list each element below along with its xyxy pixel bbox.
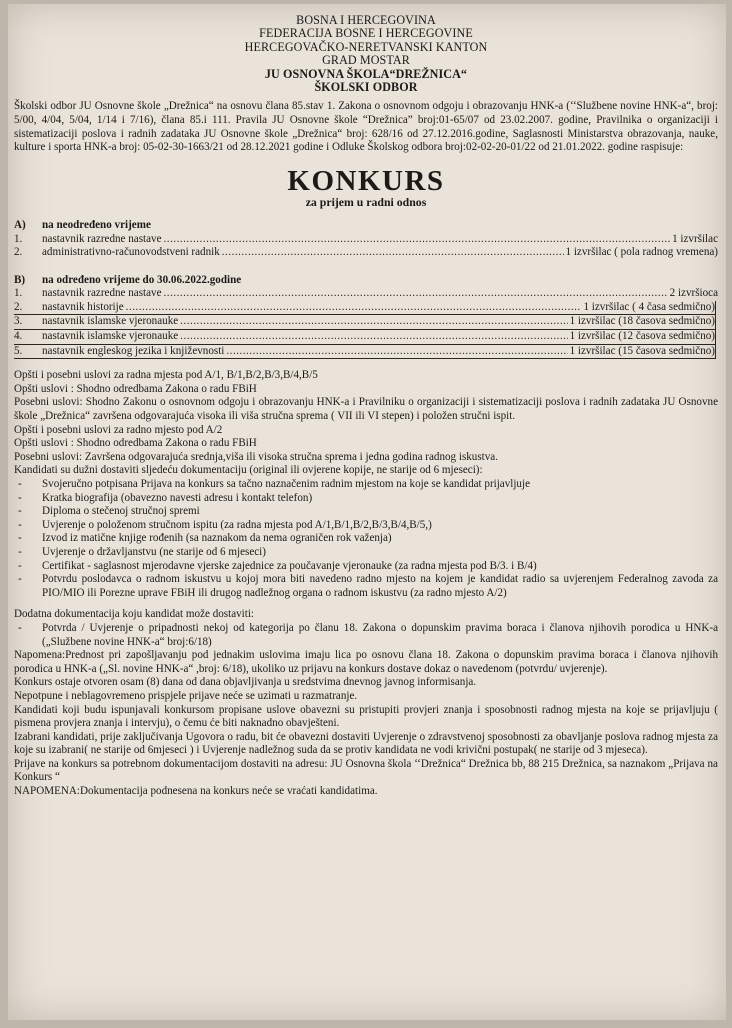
document-item-text: Kratka biografija (obavezno navesti adresu i kontakt telefon) [42, 491, 313, 504]
header-city: GRAD MOSTAR [322, 53, 410, 68]
document-item [14, 573, 718, 600]
conditions-1-title: Opšti i posebni uslovi za radna mjesta pod A/1, B/1,B/2,B/3,B/4,B/5 [14, 369, 318, 382]
position-row [14, 287, 718, 301]
position-number: 1. [14, 232, 23, 245]
conditions-2-general: Opšti uslovi : Shodno odredbama Zakona o radu FBiH [14, 437, 257, 450]
assessment-text: Kandidati koji budu ispunjavali konkursom propisane uslove obavezni su pristupiti provjeri znanja i sposobnosti radnog mjesta na koje se prijavljuju ( pismena provjera znanja i intervju), o čemu će biti naknadno obavješteni. [14, 703, 718, 730]
header-federation: FEDERACIJA BOSNE I HERCEGOVINE [259, 26, 473, 41]
extra-document-item [14, 622, 718, 649]
document-item-text: Certifikat - saglasnost mjerodavne vjerske zajednice za poučavanje vjeronauke (za radna mjesta pod B/3. i B/4) [42, 559, 537, 572]
leader-dots [126, 301, 582, 315]
position-count: 1 izvršilac (18 časova sedmično) [569, 315, 715, 328]
position-row [14, 246, 718, 260]
section-b-title: na određeno vrijeme do 30.06.2022.godine [42, 273, 242, 286]
selected-candidates-text: Izabrani kandidati, prije zaključivanja Ugovora o radu, bit će obavezni dostaviti Uvjerenje o zdravstvenoj sposobnosti za obavljanje poslova radnog mjesta za koje su izabrani( ne starije od 6mjeseci ) i Uvjerenje nadležnog suda da se protiv kandidata ne vodi krivični postupak( ne starije od 3 mjeseca). [14, 730, 718, 757]
section-a-title: na neodređeno vrijeme [42, 218, 151, 231]
document-item-text: Uvjerenje o položenom stručnom ispitu (za radna mjesta pod A/1,B/1,B/2,B/3,B/4,B/5,) [42, 518, 432, 531]
position-number: 4. [14, 330, 23, 343]
position-title: nastavnik razredne nastave [42, 287, 162, 300]
leader-dots [222, 246, 564, 260]
incomplete-applications-text: Nepotpune i neblagovremeno prispjele prijave neće se uzimati u razmatranje. [14, 689, 358, 702]
bullet-dash: - [18, 573, 22, 586]
position-number: 1. [14, 287, 23, 300]
position-title: nastavnik razredne nastave [42, 232, 162, 245]
document-item [14, 492, 718, 506]
document-item [14, 505, 718, 519]
position-count: 1 izvršilac (15 časova sedmično) [569, 344, 715, 357]
leader-dots [180, 315, 567, 329]
position-number: 5. [14, 344, 23, 357]
position-count: 1 izvršilac (12 časova sedmično) [569, 330, 715, 343]
position-title: nastavnik islamske vjeronauke [42, 315, 179, 328]
document-item-text: Uvjerenje o državljanstvu (ne starije od 6 mjeseci) [42, 545, 266, 558]
bullet-dash: - [18, 518, 22, 531]
position-row [14, 315, 716, 330]
position-row [14, 345, 716, 360]
conditions-1-special: Posebni uslovi: Shodno Zakonu o osnovnom odgoju i obrazovanju HNK-a i Pravilniku o organizaciji i sistematizaciji poslova i radnih zadataka JU Osnovne škole „Drežnica“ završena odgovarajuća visoka ili viša stručna sprema ( VII ili VI stepen) i položen stručni ispit. [14, 396, 718, 423]
open-period-text: Konkurs ostaje otvoren osam (8) dana od dana objavljivanja u sredstvima dnevnog javnog informisanja. [14, 676, 477, 689]
document-title: KONKURS [287, 164, 445, 197]
bullet-dash: - [18, 532, 22, 545]
bullet-dash: - [18, 491, 22, 504]
priority-note: Napomena:Prednost pri zapošljavanju pod jednakim uslovima imaju lica po osnovu člana 18. Zakona o dopunskim pravima boraca i članova njihovih porodica u HNK-a („Sl. novine HNK-a“ ,broj: 6/18), ukoliko uz prijavu na konkurs dostave dokaz o navedenom (potvrdu/ uvjerenje). [14, 649, 718, 675]
document-item [14, 546, 718, 560]
submission-address-text: Prijave na konkurs sa potrebnom dokumentacijom dostaviti na adresu: JU Osnovna škola ‘‘Drežnica“ Drežnica bb, 88 215 Drežnica, sa naznakom „Prijava na Konkurs “ [14, 757, 718, 784]
header-canton: HERCEGOVAČKO-NERETVANSKI KANTON [244, 39, 488, 54]
document-item [14, 478, 718, 492]
header-school: JU OSNOVNA ŠKOLA“DREŽNICA“ [264, 66, 468, 81]
final-note: NAPOMENA:Dokumentacija podnesena na konkurs neće se vraćati kandidatima. [14, 785, 378, 798]
position-title: nastavnik engleskog jezika i književnosti [42, 344, 225, 357]
position-count: 2 izvršioca [669, 287, 718, 300]
section-b-heading [14, 274, 718, 288]
position-number: 3. [14, 315, 23, 328]
conditions-2-special: Posebni uslovi: Završena odgovarajuća srednja,viša ili visoka stručna sprema i jedna godina radnog iskustva. [14, 450, 499, 463]
section-a-letter: A) [14, 218, 26, 231]
bullet-dash: - [18, 621, 22, 634]
position-count: 1 izvršilac ( pola radnog vremena) [565, 246, 718, 259]
bullet-dash: - [18, 478, 22, 490]
position-count: 1 izvršilac ( 4 časa sedmično) [583, 300, 715, 313]
position-number: 2. [14, 300, 23, 313]
document-item-text: Svojeručno potpisana Prijava na konkurs sa tačno naznačenim radnim mjestom na koje se kandidat prijavljuje [42, 478, 530, 490]
position-title: administrativno-računovodstveni radnik [42, 246, 220, 259]
bullet-dash: - [18, 545, 22, 558]
leader-dots [226, 345, 567, 359]
document-item-text: Diploma o stečenoj stručnoj spremi [42, 505, 200, 518]
conditions-2-title: Opšti i posebni uslovi za radno mjesto pod A/2 [14, 423, 223, 436]
bullet-dash: - [18, 559, 22, 572]
section-a-heading [14, 219, 718, 233]
notice-page [8, 4, 726, 1020]
section-b-letter: B) [14, 273, 26, 286]
position-count: 1 izvršilac [672, 232, 718, 245]
position-row [14, 301, 716, 316]
leader-dots [164, 233, 671, 247]
intro-paragraph: Školski odbor JU Osnovne škole „Drežnica“ na osnovu člana 85.stav 1. Zakona o osnovnom odgoju i obrazovanju HNK-a (‘‘Službene novine HNK-a“, broj: 5/00, 4/04, 5/04, 1/14 i 7/16), člana 85.i 111. Pravila JU Osnovne škole “Drežnica” broj:01-65/07 od 23.02.2007. godine, Pravilnika o organizaciji i sistematizaciji poslova i radnih zadataka JU Osnovne škole „Drežnica“ broj: 628/16 od 27.12.2016.godine, Saglasnosti Ministarstva obrazovanja, nauke, kulture i sporta HNK-a broj: 05-02-30-1663/21 od 28.12.2021 godine i Odluke Školskog odbora broj:02-02-20-01/22 od 21.01.2022. godine raspisuje: [14, 100, 718, 154]
document-item-text: Potvrdu poslodavca o radnom iskustvu u kojoj mora biti navedeno radno mjesto na kojem je kandidat radio sa uvjerenjem Federalnog zavoda za PIO/MIO ili Porezne uprave FBiH ili drugog nadležnog organa o radnom iskustvu (za radno mjesto A/2) [42, 573, 718, 599]
position-row [14, 233, 718, 247]
leader-dots [180, 330, 567, 344]
leader-dots [164, 287, 668, 301]
document-item [14, 532, 718, 546]
position-row [14, 330, 716, 345]
extra-documents-intro: Dodatna dokumentacija koju kandidat može dostaviti: [14, 608, 254, 621]
extra-document-text: Potvrda / Uvjerenje o pripadnosti nekoj od kategorija po članu 18. Zakona o dopunskim pravima boraca i članova njihovih porodica u HNK-a („Službene novine HNK-a“ broj:6/18) [42, 621, 718, 648]
bullet-dash: - [18, 505, 22, 518]
position-title: nastavnik islamske vjeronauke [42, 330, 179, 343]
header-country: BOSNA I HERCEGOVINA [296, 13, 436, 27]
position-title: nastavnik historije [42, 300, 124, 313]
document-item [14, 560, 718, 574]
document-item-text: Izvod iz matične knjige rođenih (sa naznakom da nema ograničen rok važenja) [42, 532, 392, 545]
header-board: ŠKOLSKI ODBOR [314, 80, 418, 95]
document-item [14, 519, 718, 533]
position-number: 2. [14, 246, 23, 259]
documents-intro: Kandidati su dužni dostaviti sljedeću dokumentaciju (original ili ovjerene kopije, ne starije od 6 mjeseci): [14, 464, 483, 477]
conditions-1-general: Opšti uslovi : Shodno odredbama Zakona o radu FBiH [14, 382, 257, 395]
document-subtitle: za prijem u radni odnos [305, 194, 427, 209]
